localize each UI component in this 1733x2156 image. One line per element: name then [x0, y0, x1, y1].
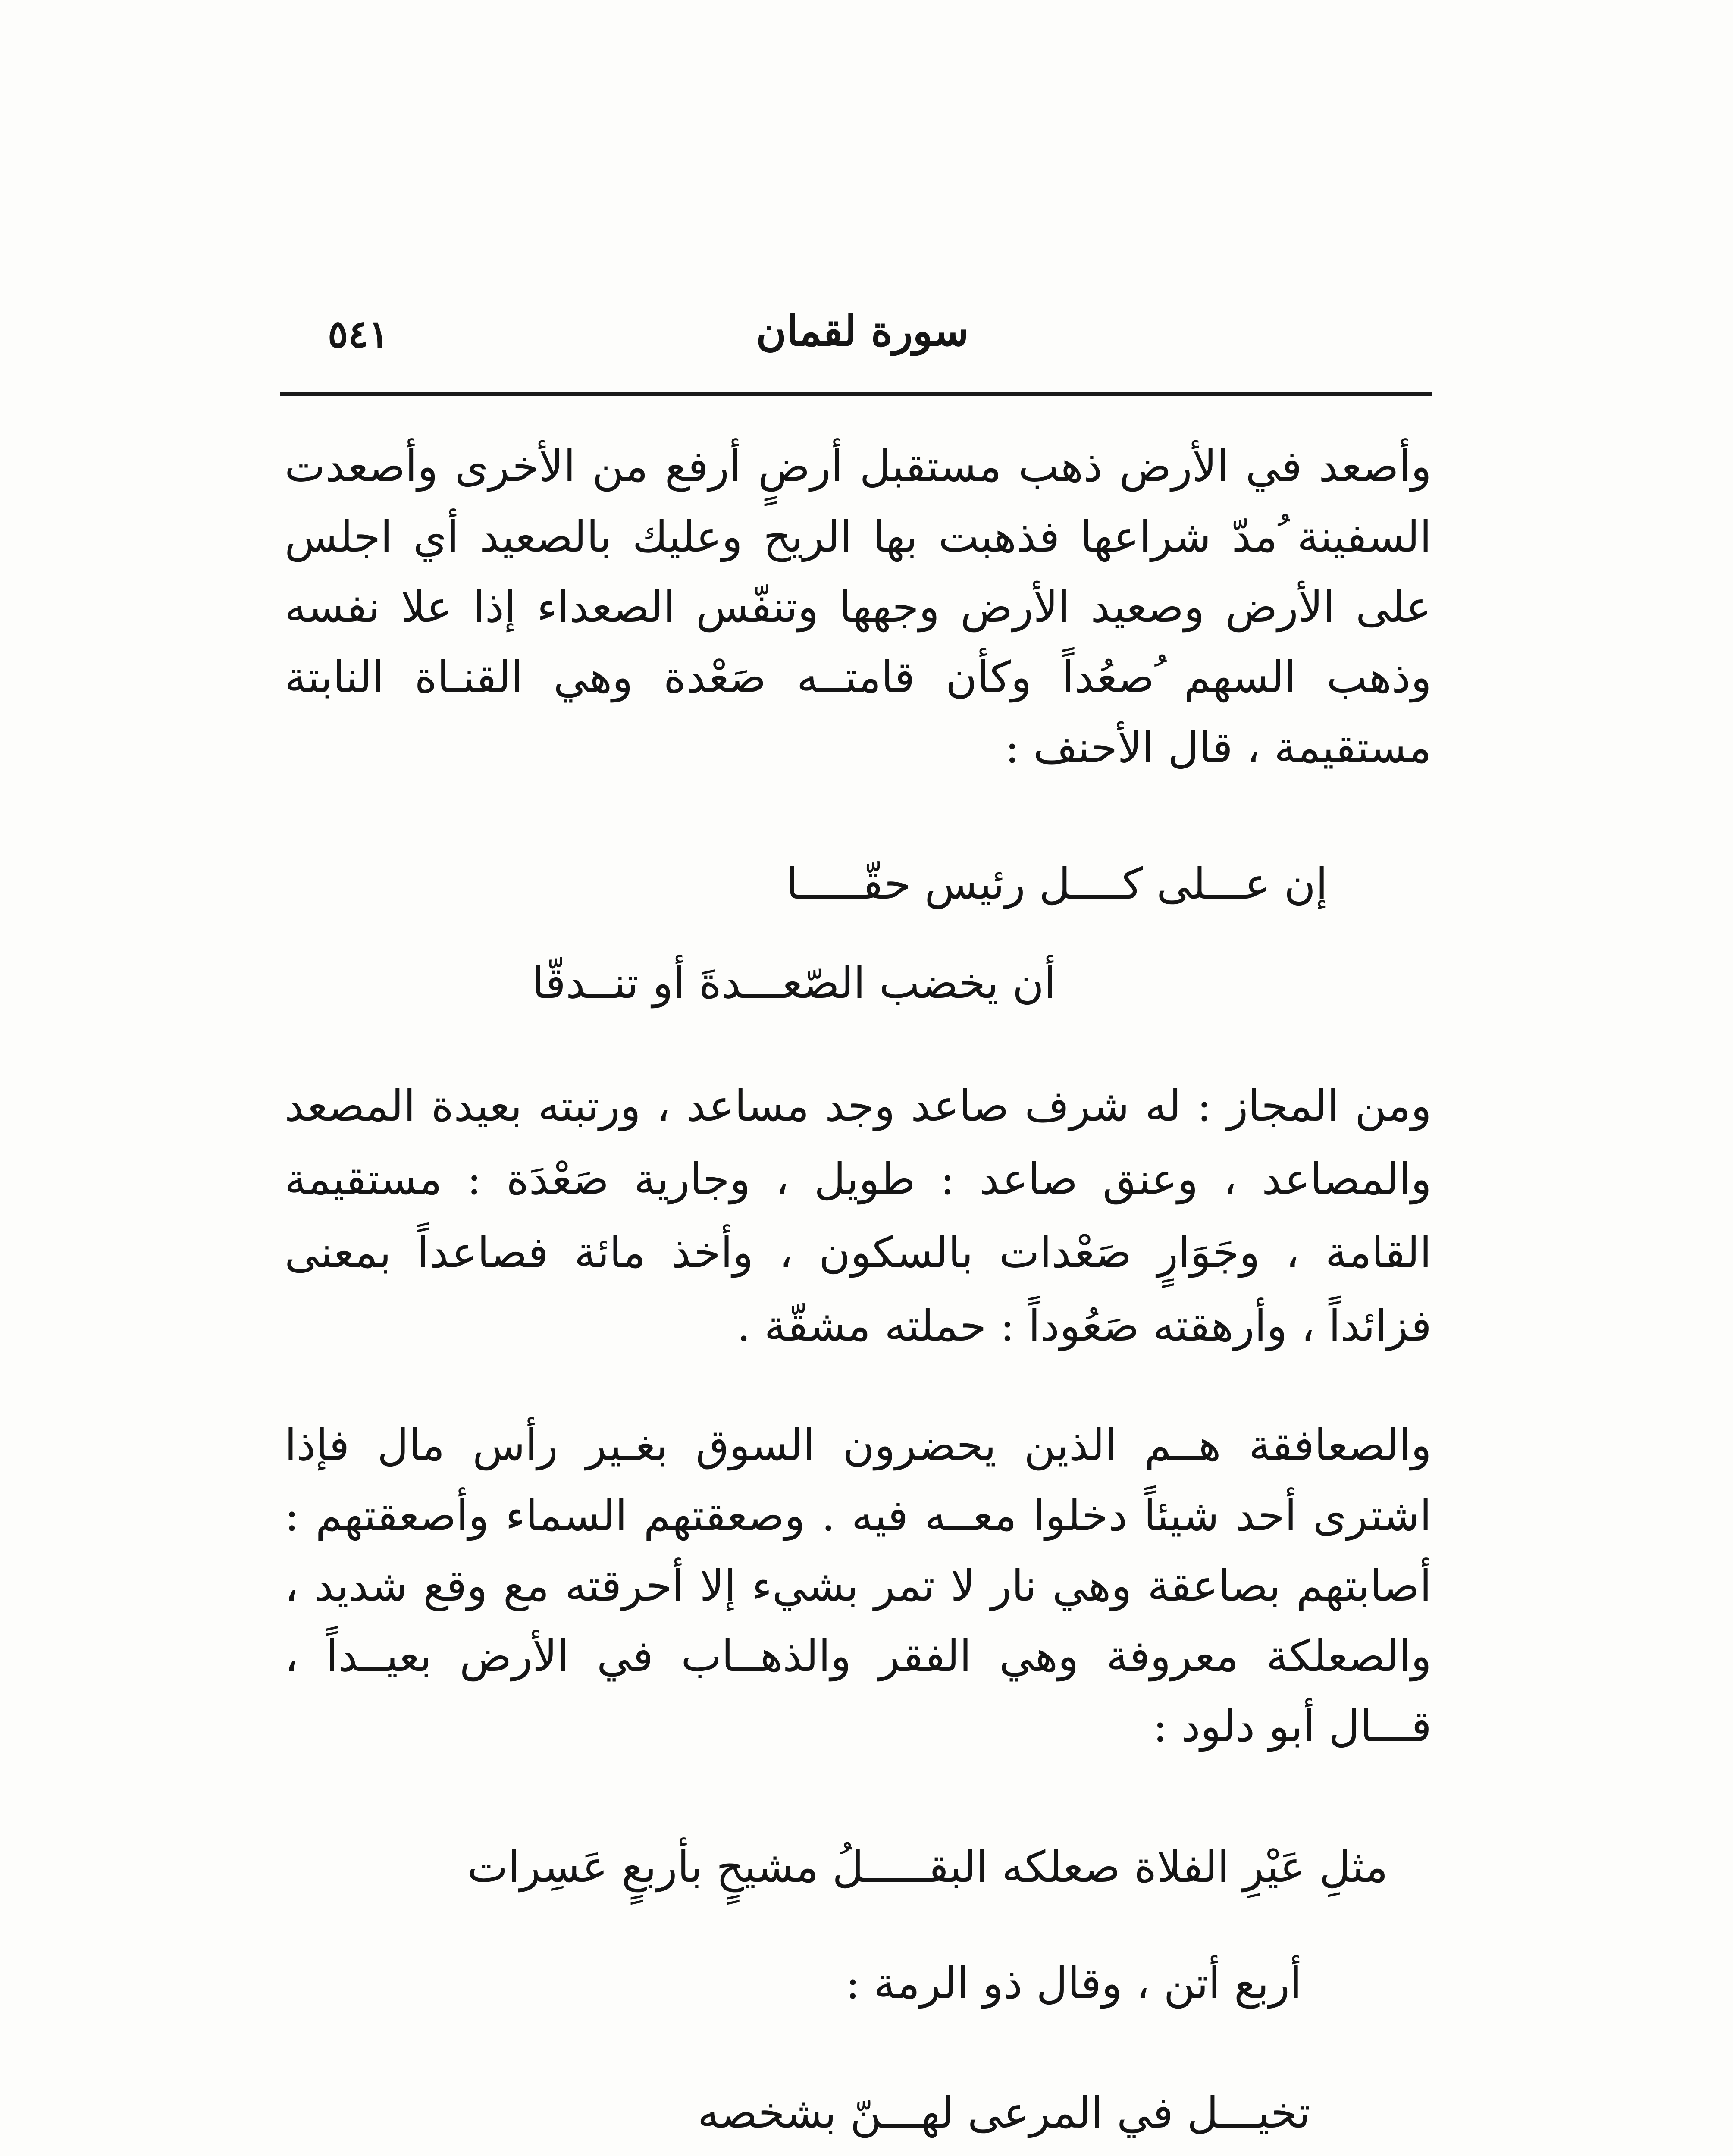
- paragraph-text: والصعافقة هــم الذين يحضرون السوق بغـير رأس مال فإذا اشترى أحد شيئاً دخلوا معــه فيه . وصعقتهم السماء وأصعقتهم : أصابتهم بصاعقة وهي نار لا تمر بشيء إلا أحرقته مع وقع شديد ، والصعلكة معروفة وهي الفقر والذهــاب في الأرض بعيــداً ، قـــال أبو دلود :: [285, 1420, 1432, 1752]
- verse-line: أن يخضب الصّعـــدةَ أو تنــدقّا: [532, 958, 1056, 1008]
- verse-line: مثلِ عَيْرِ الفلاة صعلكه البقـــــلُ مشيحٍ بأربعٍ عَسِرات: [467, 1842, 1388, 1892]
- header-rule: [280, 392, 1432, 396]
- paragraph: [285, 1410, 1432, 1761]
- paragraph-text: وأصعد في الأرض ذهب مستقبل أرضٍ أرفع من الأخرى وأصعدت السفينة ُمدّ شراعها فذهبت بها الريح وعليك بالصعيد أي اجلس على الأرض وصعيد الأرض وجهها وتنفّس الصعداء إذا علا نفسه وذهب السهم ُصعُداً وكأن قامتــه صَعْدة وهي القنـاة النابتة مستقيمة ، قال الأحنف :: [285, 441, 1432, 773]
- page-header: [293, 302, 1432, 375]
- verse-line: تخيـــل في المرعى لهـــنّ بشخصه: [697, 2087, 1310, 2138]
- paragraph-text: ومن المجاز : له شرف صاعد وجد مساعد ، ورتبته بعيدة المصعد والمصاعد ، وعنق صاعد : طويل ، وجارية صَعْدَة : مستقيمة القامة ، وجَوَارٍ صَعْدات بالسكون ، وأخذ مائة فصاعداً بمعنى فزائداً ، وأرهقته صَعُوداً : حملته مشقّة .: [285, 1081, 1432, 1351]
- running-title: سورة لقمان: [756, 307, 969, 355]
- verse-line: إن عـــلى كــــل رئيس حقّـــــا: [786, 859, 1328, 909]
- text-line: أربع أتن ، وقال ذو الرمة :: [845, 1958, 1302, 2009]
- page-number: ٥٤١: [328, 311, 389, 356]
- paragraph: [285, 431, 1432, 783]
- paragraph: [285, 1069, 1432, 1363]
